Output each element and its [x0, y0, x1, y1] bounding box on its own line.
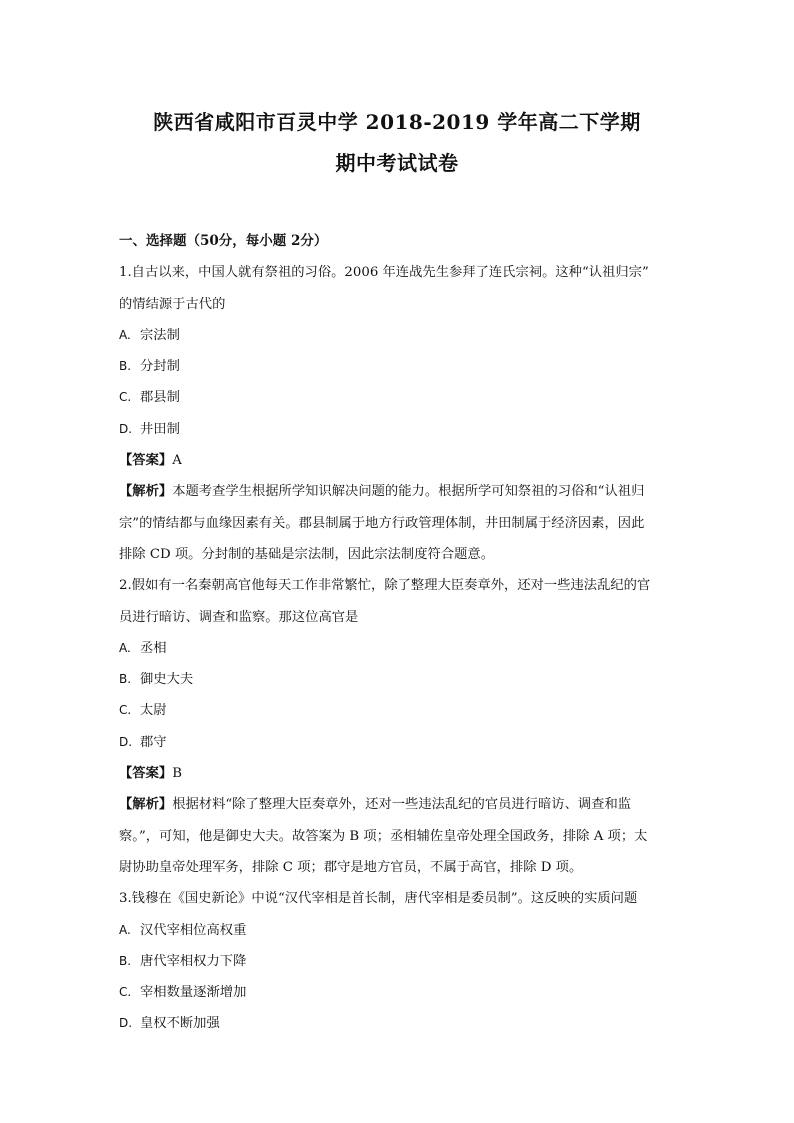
answer-line — [119, 445, 679, 476]
option-text: 宗法制 — [140, 327, 180, 343]
option-c — [119, 695, 679, 726]
option-letter: A. — [119, 327, 131, 342]
option-b — [119, 351, 679, 382]
question-stem-line: 3.钱穆在《国史新论》中说“汉代宰相是首长制，唐代宰相是委员制”。这反映的实质问题 — [119, 891, 638, 907]
option-text: 郡县制 — [140, 390, 180, 406]
question-stem-line: 的情结源于古代的 — [119, 296, 226, 312]
question-stem-line: 1.自古以来，中国人就有祭祖的习俗。2006 年连战先生参拜了连氏宗祠。这种“认祖归宗” — [119, 265, 649, 281]
option-text: 宰相数量逐渐增加 — [140, 985, 247, 1001]
option-letter: C. — [119, 703, 132, 718]
analysis-block — [119, 476, 679, 570]
option-letter: C. — [119, 390, 132, 405]
analysis-line: 尉协助皇帝处理军务，排除 C 项；郡守是地方官员，不属于高官，排除 D 项。 — [119, 859, 583, 875]
answer-value: A — [172, 453, 182, 469]
option-text: 御史大夫 — [140, 672, 194, 688]
analysis-line: 排除 CD 项。分封制的基础是宗法制，因此宗法制度符合题意。 — [119, 546, 495, 562]
option-text: 分封制 — [140, 359, 180, 375]
option-letter: D. — [119, 421, 133, 436]
option-c — [119, 977, 679, 1008]
answer-value: B — [172, 766, 182, 782]
option-d — [119, 1008, 679, 1039]
option-text: 唐代宰相权力下降 — [140, 953, 247, 969]
answer-label: 【答案】 — [119, 766, 173, 782]
analysis-block — [119, 789, 679, 883]
option-c — [119, 382, 679, 413]
option-text: 汉代宰相位高权重 — [140, 922, 247, 938]
analysis-label: 【解析】 — [119, 484, 173, 500]
option-text: 井田制 — [140, 421, 180, 437]
answer-line — [119, 758, 679, 789]
option-text: 皇权不断加强 — [140, 1016, 220, 1032]
option-text: 郡守 — [140, 734, 167, 750]
answer-label: 【答案】 — [119, 453, 173, 469]
document-title-line-2: 期中考试试卷 — [335, 151, 459, 175]
analysis-line: 宗”的情结都与血缘因素有关。郡县制属于地方行政管理体制，井田制属于经济因素，因此 — [119, 515, 645, 531]
option-letter: C. — [119, 985, 132, 1000]
analysis-line — [119, 789, 679, 820]
question-3 — [119, 883, 679, 1039]
option-text: 丞相 — [140, 640, 167, 656]
option-a — [119, 633, 679, 664]
option-b — [119, 664, 679, 695]
option-d — [119, 414, 679, 445]
analysis-text: 本题考查学生根据所学知识解决问题的能力。根据所学可知祭祖的习俗和“认祖归 — [172, 484, 645, 500]
option-a — [119, 320, 679, 351]
analysis-text: 根据材料“除了整理大臣奏章外，还对一些违法乱纪的官员进行暗访、调查和监 — [172, 797, 632, 813]
option-letter: D. — [119, 1016, 133, 1031]
option-letter: A. — [119, 922, 131, 937]
option-a — [119, 915, 679, 946]
document-title-line-1: 陕西省咸阳市百灵中学 2018-2019 学年高二下学期 — [153, 110, 641, 134]
option-text: 太尉 — [140, 703, 167, 719]
section-title: 一、选择题（50分，每小题 2分） — [119, 233, 328, 249]
option-letter: A. — [119, 640, 131, 655]
question-stem-line: 员进行暗访、调查和监察。那这位高官是 — [119, 609, 359, 625]
option-d — [119, 727, 679, 758]
question-2 — [119, 570, 679, 883]
question-1 — [119, 257, 679, 570]
question-stem-line: 2.假如有一名秦朝高官他每天工作非常繁忙，除了整理大臣奏章外，还对一些违法乱纪的官 — [119, 578, 651, 594]
option-letter: D. — [119, 734, 133, 749]
option-letter: B. — [119, 359, 132, 374]
option-b — [119, 946, 679, 977]
option-letter: B. — [119, 953, 132, 968]
document-body — [119, 226, 679, 1040]
option-letter: B. — [119, 672, 132, 687]
analysis-line — [119, 476, 679, 507]
analysis-label: 【解析】 — [119, 797, 173, 813]
analysis-line: 察。”，可知，他是御史大夫。故答案为 B 项；丞相辅佐皇帝处理全国政务，排除 A 项；太 — [119, 828, 648, 844]
